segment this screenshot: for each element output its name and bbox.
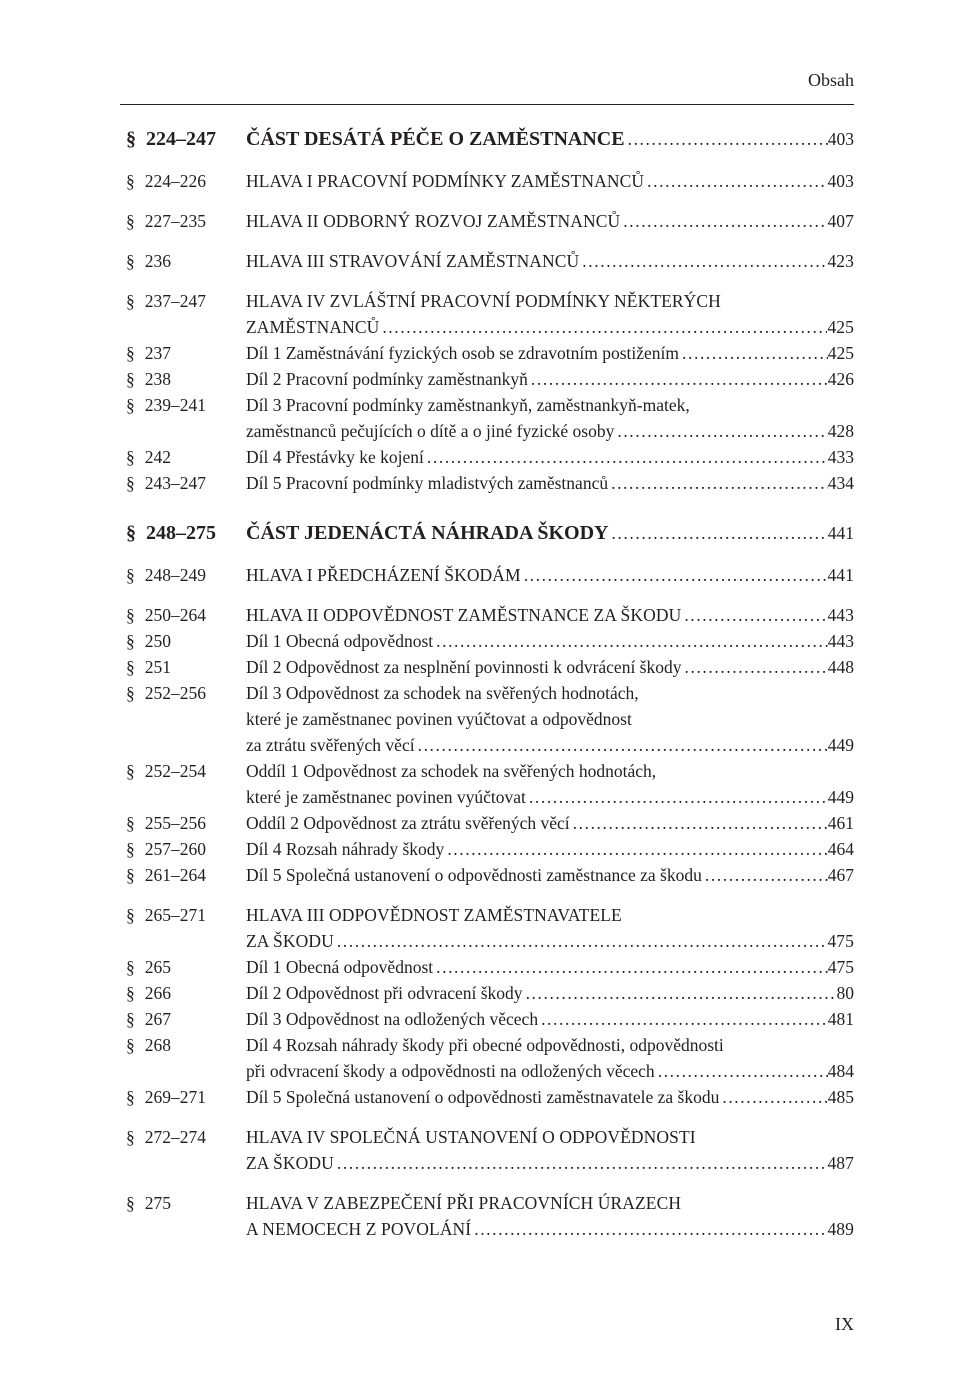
toc-page-number: 464 [827,839,854,859]
toc-entry [126,1084,854,1110]
toc-title [246,444,854,470]
toc-title [246,836,854,862]
toc-title-line: Díl 2 Pracovní podmínky zaměstnankyň [246,369,528,389]
toc-page-number: 434 [827,473,854,493]
toc-title [246,954,854,980]
page-number: IX [835,1314,854,1334]
toc-section-range [126,340,246,366]
toc-section-number: 252–254 [144,761,206,781]
paragraph-symbol: § [126,291,135,311]
toc-title-line: Díl 1 Zaměstnávání fyzických osob se zdravotním postižením [246,343,680,363]
toc-title-line: Díl 5 Společná ustanovení o odpovědnosti zaměstnavatele za škodu [246,1087,720,1107]
toc-page-number: 475 [827,931,854,951]
paragraph-symbol: § [126,983,135,1003]
dot-leader [608,470,828,496]
toc-title-line: Díl 5 Společná ustanovení o odpovědnosti zaměstnance za škodu [246,865,702,885]
toc-title [246,902,854,954]
paragraph-symbol: § [126,522,136,544]
dot-leader [528,366,828,392]
toc-entry [126,980,854,1006]
dot-leader [521,562,828,588]
toc-section-number: 251 [144,657,171,677]
toc-section-range [126,562,246,588]
paragraph-symbol: § [126,211,135,231]
toc-title-line: ZA ŠKODU [246,931,334,951]
toc-page-number: 407 [827,211,854,231]
toc-title [246,248,854,274]
toc-section-range [126,248,246,274]
dot-leader [679,340,828,366]
dot-leader [570,810,828,836]
paragraph-symbol: § [126,395,135,415]
toc-section-number: 269–271 [144,1087,206,1107]
toc-title [246,340,854,366]
toc-title-line: HLAVA V ZABEZPEČENÍ PŘI PRACOVNÍCH ÚRAZECH [246,1193,682,1213]
toc-entry [126,1124,854,1176]
toc-section-range [126,1190,246,1216]
toc-page-number: 441 [827,523,854,543]
toc-title-line: které je zaměstnanec povinen vyúčtovat a odpovědnost [246,709,632,729]
toc-page-number: 443 [827,605,854,625]
toc-title-line: zaměstnanců pečujících o dítě a o jiné fyzické osoby [246,421,615,441]
toc-page-number: 433 [827,447,854,467]
toc-section-number: 257–260 [144,839,206,859]
toc-page-number: 425 [827,343,854,363]
toc-section-number: 224–247 [146,128,216,150]
toc-title-line: HLAVA III STRAVOVÁNÍ ZAMĚSTNANCŮ [246,251,580,271]
toc-section-range [126,168,246,194]
toc-title [246,862,854,888]
toc-title [246,980,854,1006]
toc-entry [126,248,854,274]
paragraph-symbol: § [126,657,135,677]
toc-section-number: 265 [144,957,171,977]
toc-title-line: které je zaměstnanec povinen vyúčtovat [246,787,526,807]
paragraph-symbol: § [126,128,136,150]
toc-section-number: 238 [144,369,171,389]
toc-section-number: 237–247 [144,291,206,311]
toc-title-line: HLAVA I PRACOVNÍ PODMÍNKY ZAMĚSTNANCŮ [246,171,645,191]
toc-title-line: HLAVA II ODBORNÝ ROZVOJ ZAMĚSTNANCŮ [246,211,621,231]
paragraph-symbol: § [126,343,135,363]
toc-title [246,602,854,628]
dot-leader [682,654,828,680]
toc-section-number: 266 [144,983,171,1003]
dot-leader [471,1216,827,1242]
toc-section-range [126,366,246,392]
toc-title-line: Díl 3 Odpovědnost za schodek na svěřených hodnotách, [246,683,639,703]
toc-section-range [126,392,246,418]
toc-title-line: Oddíl 1 Odpovědnost za schodek na svěřených hodnotách, [246,761,657,781]
toc-title [246,628,854,654]
toc-section-number: 252–256 [144,683,206,703]
toc-page-number: 489 [827,1219,854,1239]
toc-entry [126,444,854,470]
toc-entry [126,654,854,680]
toc-title [246,680,854,758]
toc-page-number: 481 [827,1009,854,1029]
toc-section-number: 265–271 [144,905,206,925]
toc-title [246,208,854,234]
paragraph-symbol: § [126,905,135,925]
paragraph-symbol: § [126,865,135,885]
toc-page-number: 403 [827,129,854,149]
toc-page-number: 461 [827,813,854,833]
paragraph-symbol: § [126,683,135,703]
dot-leader [334,1150,828,1176]
toc-title-line: HLAVA IV SPOLEČNÁ USTANOVENÍ O ODPOVĚDNOSTI [246,1127,696,1147]
toc-entry [126,124,854,154]
toc-title-line: Díl 5 Pracovní podmínky mladistvých zaměstnanců [246,473,609,493]
toc-section-range [126,862,246,888]
paragraph-symbol: § [126,839,135,859]
toc-title-line: Díl 3 Pracovní podmínky zaměstnankyň, zaměstnankyň-matek, [246,395,690,415]
paragraph-symbol: § [126,631,135,651]
toc-title [246,1190,854,1242]
toc-section-range [126,288,246,314]
dot-leader [625,124,828,154]
toc-title [246,124,854,154]
dot-leader [719,1084,827,1110]
toc-page-number: 443 [827,631,854,651]
dot-leader [620,208,827,234]
toc-title-line: HLAVA II ODPOVĚDNOST ZAMĚSTNANCE ZA ŠKODU [246,605,682,625]
toc-section-number: 272–274 [144,1127,206,1147]
toc-section-range [126,810,246,836]
toc-title-line: Díl 3 Odpovědnost na odložených věcech [246,1009,539,1029]
toc-section-range [126,1006,246,1032]
toc-entry [126,562,854,588]
toc-entry [126,1032,854,1084]
toc-title-line: Díl 4 Rozsah náhrady škody [246,839,445,859]
toc-page-number: 441 [827,565,854,585]
toc-entry [126,902,854,954]
toc-entry [126,810,854,836]
toc-title-line: HLAVA IV ZVLÁŠTNÍ PRACOVNÍ PODMÍNKY NĚKTERÝCH [246,291,721,311]
toc-section-number: 242 [144,447,171,467]
dot-leader [433,954,828,980]
toc-page-number: 475 [827,957,854,977]
toc-section-range [126,1124,246,1150]
toc-title-line: HLAVA III ODPOVĚDNOST ZAMĚSTNAVATELE [246,905,622,925]
dot-leader [424,444,828,470]
paragraph-symbol: § [126,957,135,977]
paragraph-symbol: § [126,565,135,585]
toc-title-line: Díl 4 Rozsah náhrady škody při obecné odpovědnosti, odpovědnosti [246,1035,724,1055]
toc-title-line: při odvracení škody a odpovědnosti na odložených věcech [246,1061,655,1081]
toc-page-number: 485 [827,1087,854,1107]
toc-title-line: Oddíl 2 Odpovědnost za ztrátu svěřených věcí [246,813,570,833]
toc-title-line: ČÁST DESÁTÁ PÉČE O ZAMĚSTNANCE [246,128,625,150]
paragraph-symbol: § [126,761,135,781]
paragraph-symbol: § [126,1087,135,1107]
toc-entry [126,602,854,628]
paragraph-symbol: § [126,605,135,625]
toc-page-number: 403 [827,171,854,191]
paragraph-symbol: § [126,1193,135,1213]
toc-title-line: ZAMĚSTNANCŮ [246,317,380,337]
toc-title-line: Díl 1 Obecná odpovědnost [246,957,434,977]
toc-title [246,470,854,496]
dot-leader [526,784,828,810]
toc-entry [126,366,854,392]
toc-section-range [126,1032,246,1058]
paragraph-symbol: § [126,1035,135,1055]
paragraph-symbol: § [126,473,135,493]
toc-title [246,1006,854,1032]
dot-leader [579,248,827,274]
dot-leader [523,980,837,1006]
toc-title [246,1084,854,1110]
toc-section-number: 248–275 [146,522,216,544]
toc-section-number: 236 [144,251,171,271]
dot-leader [702,862,828,888]
toc-title-line: ČÁST JEDENÁCTÁ NÁHRADA ŠKODY [246,522,609,544]
toc-section-number: 267 [144,1009,171,1029]
toc-entry [126,518,854,548]
toc-entry [126,680,854,758]
toc-section-range [126,902,246,928]
paragraph-symbol: § [126,369,135,389]
toc-section-range [126,124,246,154]
toc-title [246,1124,854,1176]
toc-page-number: 449 [827,735,854,755]
toc-section-range [126,654,246,680]
toc-title-line: HLAVA I PŘEDCHÁZENÍ ŠKODÁM [246,565,521,585]
dot-leader [444,836,827,862]
toc-section-range [126,602,246,628]
toc-page-number: 80 [836,983,854,1003]
toc-section-range [126,518,246,548]
toc-section-range [126,208,246,234]
toc-page-number: 467 [827,865,854,885]
toc-section-number: 268 [144,1035,171,1055]
toc-section-range [126,628,246,654]
toc-title [246,654,854,680]
toc-title [246,562,854,588]
toc-section-range [126,980,246,1006]
toc-section-range [126,1084,246,1110]
paragraph-symbol: § [126,171,135,191]
toc-page-number: 425 [827,317,854,337]
toc-page-number: 423 [827,251,854,271]
dot-leader [655,1058,828,1084]
paragraph-symbol: § [126,1127,135,1147]
dot-leader [433,628,828,654]
dot-leader [644,168,827,194]
toc-entry [126,628,854,654]
paragraph-symbol: § [126,447,135,467]
toc-title [246,168,854,194]
toc-section-number: 237 [144,343,171,363]
toc-title-line: Díl 1 Obecná odpovědnost [246,631,434,651]
toc-title-line: Díl 2 Odpovědnost za nesplnění povinnosti k odvrácení škody [246,657,682,677]
toc-section-range [126,444,246,470]
toc-entry [126,1190,854,1242]
toc-entry [126,862,854,888]
paragraph-symbol: § [126,813,135,833]
toc-title-line: za ztrátu svěřených věcí [246,735,415,755]
toc-entry [126,758,854,810]
toc-page-number: 487 [827,1153,854,1173]
paragraph-symbol: § [126,1009,135,1029]
toc-title [246,1032,854,1084]
toc-entry [126,954,854,980]
toc-entry [126,836,854,862]
toc-section-number: 255–256 [144,813,206,833]
header-rule [120,104,854,105]
toc-entry [126,1006,854,1032]
dot-leader [379,314,827,340]
toc-entry [126,340,854,366]
dot-leader [334,928,828,954]
toc-section-number: 261–264 [144,865,206,885]
toc-section-number: 239–241 [144,395,206,415]
toc-entry [126,470,854,496]
toc-entry [126,208,854,234]
table-of-contents [126,124,854,1242]
toc-title [246,518,854,548]
toc-page-number: 484 [827,1061,854,1081]
toc-title [246,810,854,836]
toc-page-number: 449 [827,787,854,807]
toc-title [246,288,854,340]
dot-leader [608,518,827,548]
toc-entry [126,168,854,194]
dot-leader [415,732,828,758]
toc-section-number: 227–235 [144,211,206,231]
toc-section-number: 243–247 [144,473,206,493]
paragraph-symbol: § [126,251,135,271]
dot-leader [681,602,827,628]
toc-section-number: 248–249 [144,565,206,585]
toc-title-line: ZA ŠKODU [246,1153,334,1173]
toc-section-range [126,758,246,784]
toc-title-line: Díl 2 Odpovědnost při odvracení škody [246,983,523,1003]
toc-section-number: 275 [144,1193,171,1213]
toc-section-range [126,836,246,862]
toc-page-number: 426 [827,369,854,389]
toc-title-line: A NEMOCECH Z POVOLÁNÍ [246,1219,472,1239]
toc-title [246,392,854,444]
toc-page-number: 428 [827,421,854,441]
toc-title-line: Díl 4 Přestávky ke kojení [246,447,424,467]
toc-section-range [126,954,246,980]
running-header: Obsah [808,70,854,90]
dot-leader [538,1006,828,1032]
toc-title [246,366,854,392]
dot-leader [614,418,827,444]
toc-section-range [126,680,246,706]
toc-title [246,758,854,810]
toc-section-number: 250 [144,631,171,651]
toc-section-number: 224–226 [144,171,206,191]
toc-section-number: 250–264 [144,605,206,625]
toc-section-range [126,470,246,496]
toc-entry [126,288,854,340]
toc-page-number: 448 [827,657,854,677]
toc-entry [126,392,854,444]
